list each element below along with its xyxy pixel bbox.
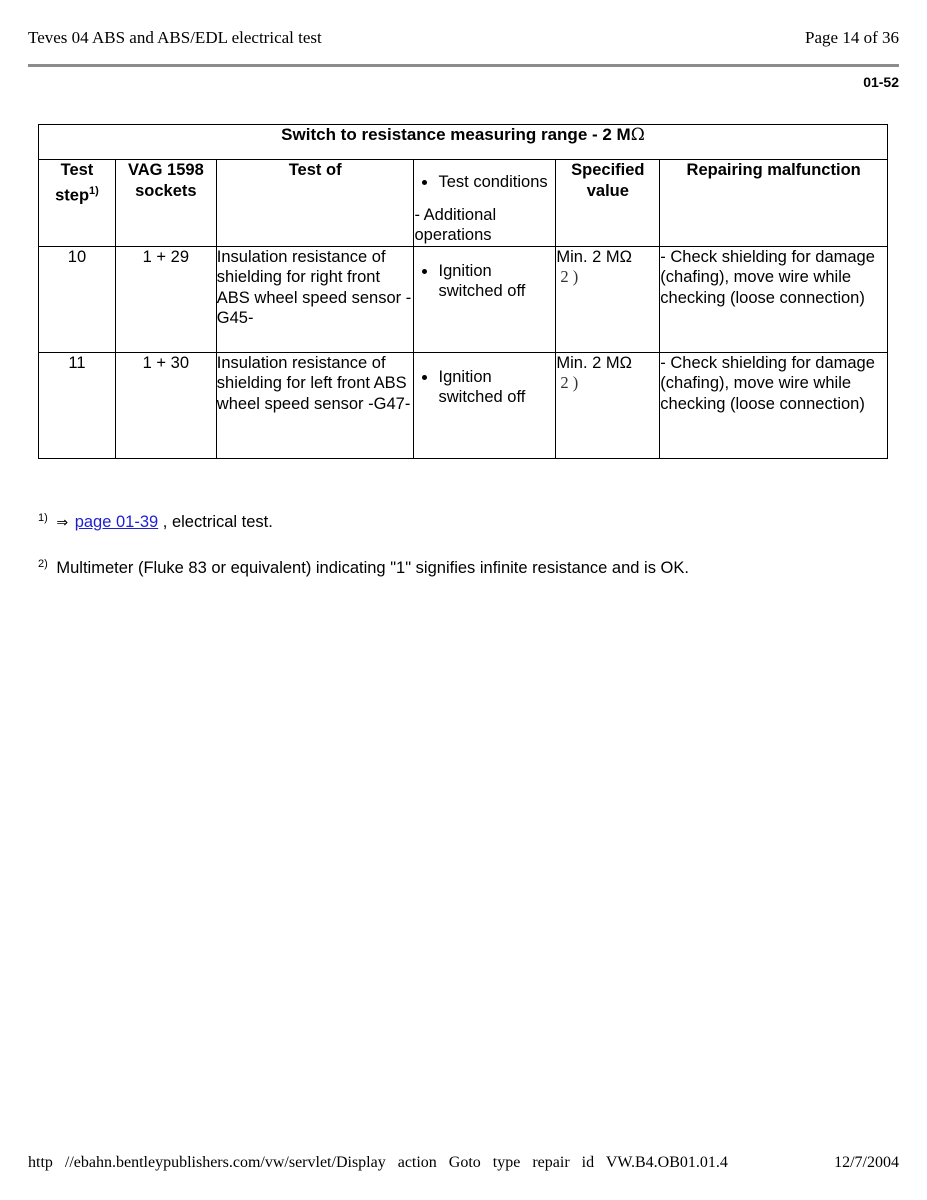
row-spec [556,352,660,458]
row-spec-value: Min. 2 MΩ [556,353,632,372]
footnote-ref-1: 1) [89,185,99,197]
row-sockets: 1 + 30 [115,352,216,458]
column-header-row [39,160,888,247]
row-test-of: Insulation resistance of shielding for left front ABS wheel speed sensor -G47- [216,352,414,458]
col-test-step-label: Test step [55,161,94,205]
page-01-39-link[interactable]: page 01-39 [74,513,159,531]
caption-text: Switch to resistance measuring range - 2 M [281,125,631,144]
table-row [39,246,888,352]
page-indicator: Page 14 of 36 [805,28,899,47]
row-condition-list [414,261,555,302]
col-conditions [414,160,556,247]
footnote-2-text: Multimeter (Fluke 83 or equivalent) indicating "1" signifies infinite resistance and is OK. [56,559,689,577]
row-spec-value: Min. 2 MΩ [556,247,632,266]
footnote-1 [38,512,273,532]
table-row [39,352,888,458]
row-step: 11 [39,352,116,458]
row-condition-item: • Ignition switched off [438,367,555,408]
footer-url: http //ebahn.bentleypublishers.com/vw/servlet/Display action Goto type repair id VW.B4.OB01.01.4 [28,1154,728,1171]
row-step: 10 [39,246,116,352]
row-test-of: Insulation resistance of shielding for right front ABS wheel speed sensor -G45- [216,246,414,352]
row-spec [556,246,660,352]
col-conditions-bullet: • Test conditions [438,172,555,193]
footer-date: 12/7/2004 [834,1154,899,1171]
row-condition [414,352,556,458]
col-test-step [39,160,116,247]
resistance-test-table [38,124,888,459]
row-spec-footnote: 2 ) [560,267,579,286]
header-divider [28,64,899,67]
footnote-1-marker: 1) [38,512,48,524]
ohm-symbol: Ω [630,125,645,145]
col-conditions-extra: - Additional operations [414,205,497,244]
row-spec-footnote: 2 ) [560,373,579,392]
row-condition-list [414,367,555,408]
row-repair: - Check shielding for damage (chafing), move wire while checking (loose connection) [660,246,888,352]
row-condition [414,246,556,352]
table-caption-row [39,125,888,160]
row-sockets: 1 + 29 [115,246,216,352]
table-caption [39,125,888,160]
footnote-2-marker: 2) [38,558,48,570]
row-repair: - Check shielding for damage (chafing), move wire while checking (loose connection) [660,352,888,458]
document-title: Teves 04 ABS and ABS/EDL electrical test [28,28,322,47]
conditions-bullet-list [414,172,555,193]
section-code: 01-52 [863,74,899,90]
footnote-2 [38,558,689,578]
col-specified-value: Specified value [556,160,660,247]
row-condition-item: • Ignition switched off [438,261,555,302]
footnote-1-text: , electrical test. [162,513,273,531]
col-test-of: Test of [216,160,414,247]
col-repairing: Repairing malfunction [660,160,888,247]
col-vag-sockets: VAG 1598 sockets [115,160,216,247]
arrow-right-icon: ⇒ [56,515,69,531]
